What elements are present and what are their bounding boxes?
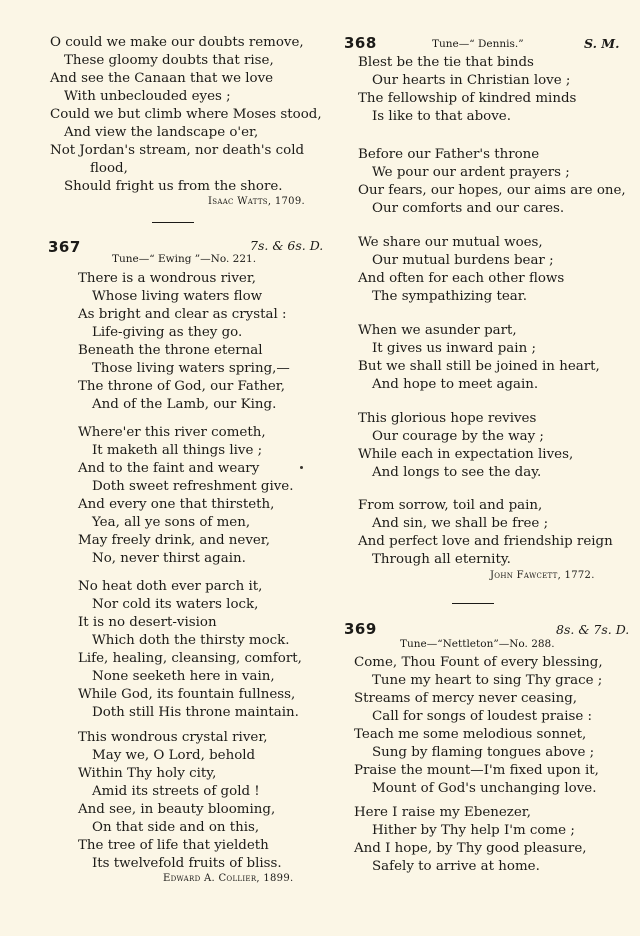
hymn-tune: Tune—“ Ewing ”—No. 221. — [112, 253, 257, 265]
hymn-line: When we asunder part, — [358, 323, 517, 338]
hymn-number: 369 — [344, 620, 377, 638]
hymn-line: Our comforts and our cares. — [372, 201, 565, 216]
hymn-line: Come, Thou Fount of every blessing, — [354, 655, 603, 670]
hymn-meter: S. M. — [584, 36, 620, 51]
author-credit — [208, 196, 305, 207]
hymn-line: Which doth the thirsty mock. — [92, 633, 290, 648]
hymn-line: Through all eternity. — [372, 552, 511, 567]
hymn-line: Whose living waters flow — [92, 289, 263, 304]
hymn-line: Call for songs of loudest praise : — [372, 709, 593, 724]
section-divider — [152, 222, 194, 223]
author-name: Isaac Watts, 1709. — [208, 196, 305, 207]
hymn-line: Life, healing, cleansing, comfort, — [78, 651, 302, 666]
hymn-line: None seeketh here in vain, — [92, 669, 275, 684]
hymn-line: As bright and clear as crystal : — [78, 307, 287, 322]
hymn-line: Safely to arrive at home. — [372, 859, 540, 874]
hymn-line: And view the landscape o'er, — [64, 125, 259, 140]
hymn-line: No heat doth ever parch it, — [78, 579, 263, 594]
hymn-line: Yea, all ye sons of men, — [92, 515, 251, 530]
hymn-line: And perfect love and friendship reign — [358, 534, 613, 549]
author-name: Edward A. Collier, 1899. — [163, 873, 294, 884]
hymn-line: And I hope, by Thy good pleasure, — [354, 841, 587, 856]
hymn-line: Amid its streets of gold ! — [92, 784, 260, 799]
hymn-line: Doth still His throne maintain. — [92, 705, 299, 720]
author-credit — [490, 570, 595, 581]
hymn-line: It is no desert-vision — [78, 615, 217, 630]
hymn-line: No, never thirst again. — [92, 551, 246, 566]
hymn-line: May we, O Lord, behold — [92, 748, 256, 763]
hymn-line: These gloomy doubts that rise, — [64, 53, 274, 68]
hymn-line: Our hearts in Christian love ; — [372, 73, 571, 88]
hymn-line: Doth sweet refreshment give. — [92, 479, 294, 494]
hymn-line: And see the Canaan that we love — [50, 71, 274, 86]
hymn-line: The throne of God, our Father, — [78, 379, 285, 394]
hymn-line: Is like to that above. — [372, 109, 511, 124]
hymn-line: Should fright us from the shore. — [64, 179, 283, 194]
hymn-line: Our fears, our hopes, our aims are one, — [358, 183, 626, 198]
hymn-line: While each in expectation lives, — [358, 447, 574, 462]
hymn-line: And longs to see the day. — [372, 465, 542, 480]
hymn-line: But we shall still be joined in heart, — [358, 359, 600, 374]
print-speck — [300, 466, 303, 469]
hymn-line: From sorrow, toil and pain, — [358, 498, 543, 513]
hymn-line: And of the Lamb, our King. — [92, 397, 277, 412]
hymn-line: Life-giving as they go. — [92, 325, 243, 340]
hymn-meter: 8s. & 7s. D. — [556, 622, 630, 637]
hymn-line: This wondrous crystal river, — [78, 730, 268, 745]
hymn-number: 368 — [344, 34, 377, 52]
hymn-line: Before our Father's throne — [358, 147, 540, 162]
hymn-line: The fellowship of kindred minds — [358, 91, 577, 106]
hymn-line: It maketh all things live ; — [92, 443, 263, 458]
hymn-line: And often for each other flows — [358, 271, 565, 286]
hymn-line: And see, in beauty blooming, — [78, 802, 276, 817]
hymn-line: Streams of mercy never ceasing, — [354, 691, 578, 706]
hymn-line: Those living waters spring,— — [92, 361, 290, 376]
hymn-line: Beneath the throne eternal — [78, 343, 263, 358]
hymn-line: There is a wondrous river, — [78, 271, 257, 286]
hymn-line: With unbeclouded eyes ; — [64, 89, 231, 104]
hymn-line: Blest be the tie that binds — [358, 55, 534, 70]
hymn-line: And to the faint and weary — [78, 461, 260, 476]
hymn-meter: 7s. & 6s. D. — [250, 238, 324, 253]
hymn-number: 367 — [48, 238, 81, 256]
hymn-line: Nor cold its waters lock, — [92, 597, 259, 612]
hymn-line: It gives us inward pain ; — [372, 341, 536, 356]
hymn-line: We pour our ardent prayers ; — [372, 165, 570, 180]
hymn-line: And sin, we shall be free ; — [372, 516, 549, 531]
hymn-line: Tune my heart to sing Thy grace ; — [372, 673, 603, 688]
hymn-line: Teach me some melodious sonnet, — [354, 727, 587, 742]
hymn-line: Could we but climb where Moses stood, — [50, 107, 322, 122]
hymn-line: Not Jordan's stream, nor death's cold — [50, 143, 305, 158]
section-divider — [452, 603, 494, 604]
hymn-line: Praise the mount—I'm fixed upon it, — [354, 763, 599, 778]
hymn-line: Our courage by the way ; — [372, 429, 544, 444]
hymn-line: flood, — [90, 161, 128, 176]
hymn-line: Our mutual burdens bear ; — [372, 253, 554, 268]
hymn-tune: Tune—“ Dennis.” — [432, 38, 524, 50]
hymn-line: May freely drink, and never, — [78, 533, 270, 548]
hymn-line: The sympathizing tear. — [372, 289, 527, 304]
hymn-line: Where'er this river cometh, — [78, 425, 266, 440]
hymn-line: Hither by Thy help I'm come ; — [372, 823, 575, 838]
hymn-line: This glorious hope revives — [358, 411, 537, 426]
hymn-line: Its twelvefold fruits of bliss. — [92, 856, 282, 871]
hymn-line: Sung by flaming tongues above ; — [372, 745, 595, 760]
hymn-line: And hope to meet again. — [372, 377, 539, 392]
author-credit — [163, 873, 293, 884]
hymn-line: Within Thy holy city, — [78, 766, 217, 781]
author-name: John Fawcett, 1772. — [490, 570, 595, 581]
hymn-line: Mount of God's unchanging love. — [372, 781, 597, 796]
hymn-line: And every one that thirsteth, — [78, 497, 275, 512]
hymn-line: While God, its fountain fullness, — [78, 687, 296, 702]
hymn-tune: Tune—“Nettleton”—No. 288. — [400, 638, 555, 650]
hymn-line: Here I raise my Ebenezer, — [354, 805, 531, 820]
hymn-line: We share our mutual woes, — [358, 235, 543, 250]
hymn-line: The tree of life that yieldeth — [78, 838, 269, 853]
hymn-line: On that side and on this, — [92, 820, 260, 835]
hymn-line: O could we make our doubts remove, — [50, 35, 304, 50]
